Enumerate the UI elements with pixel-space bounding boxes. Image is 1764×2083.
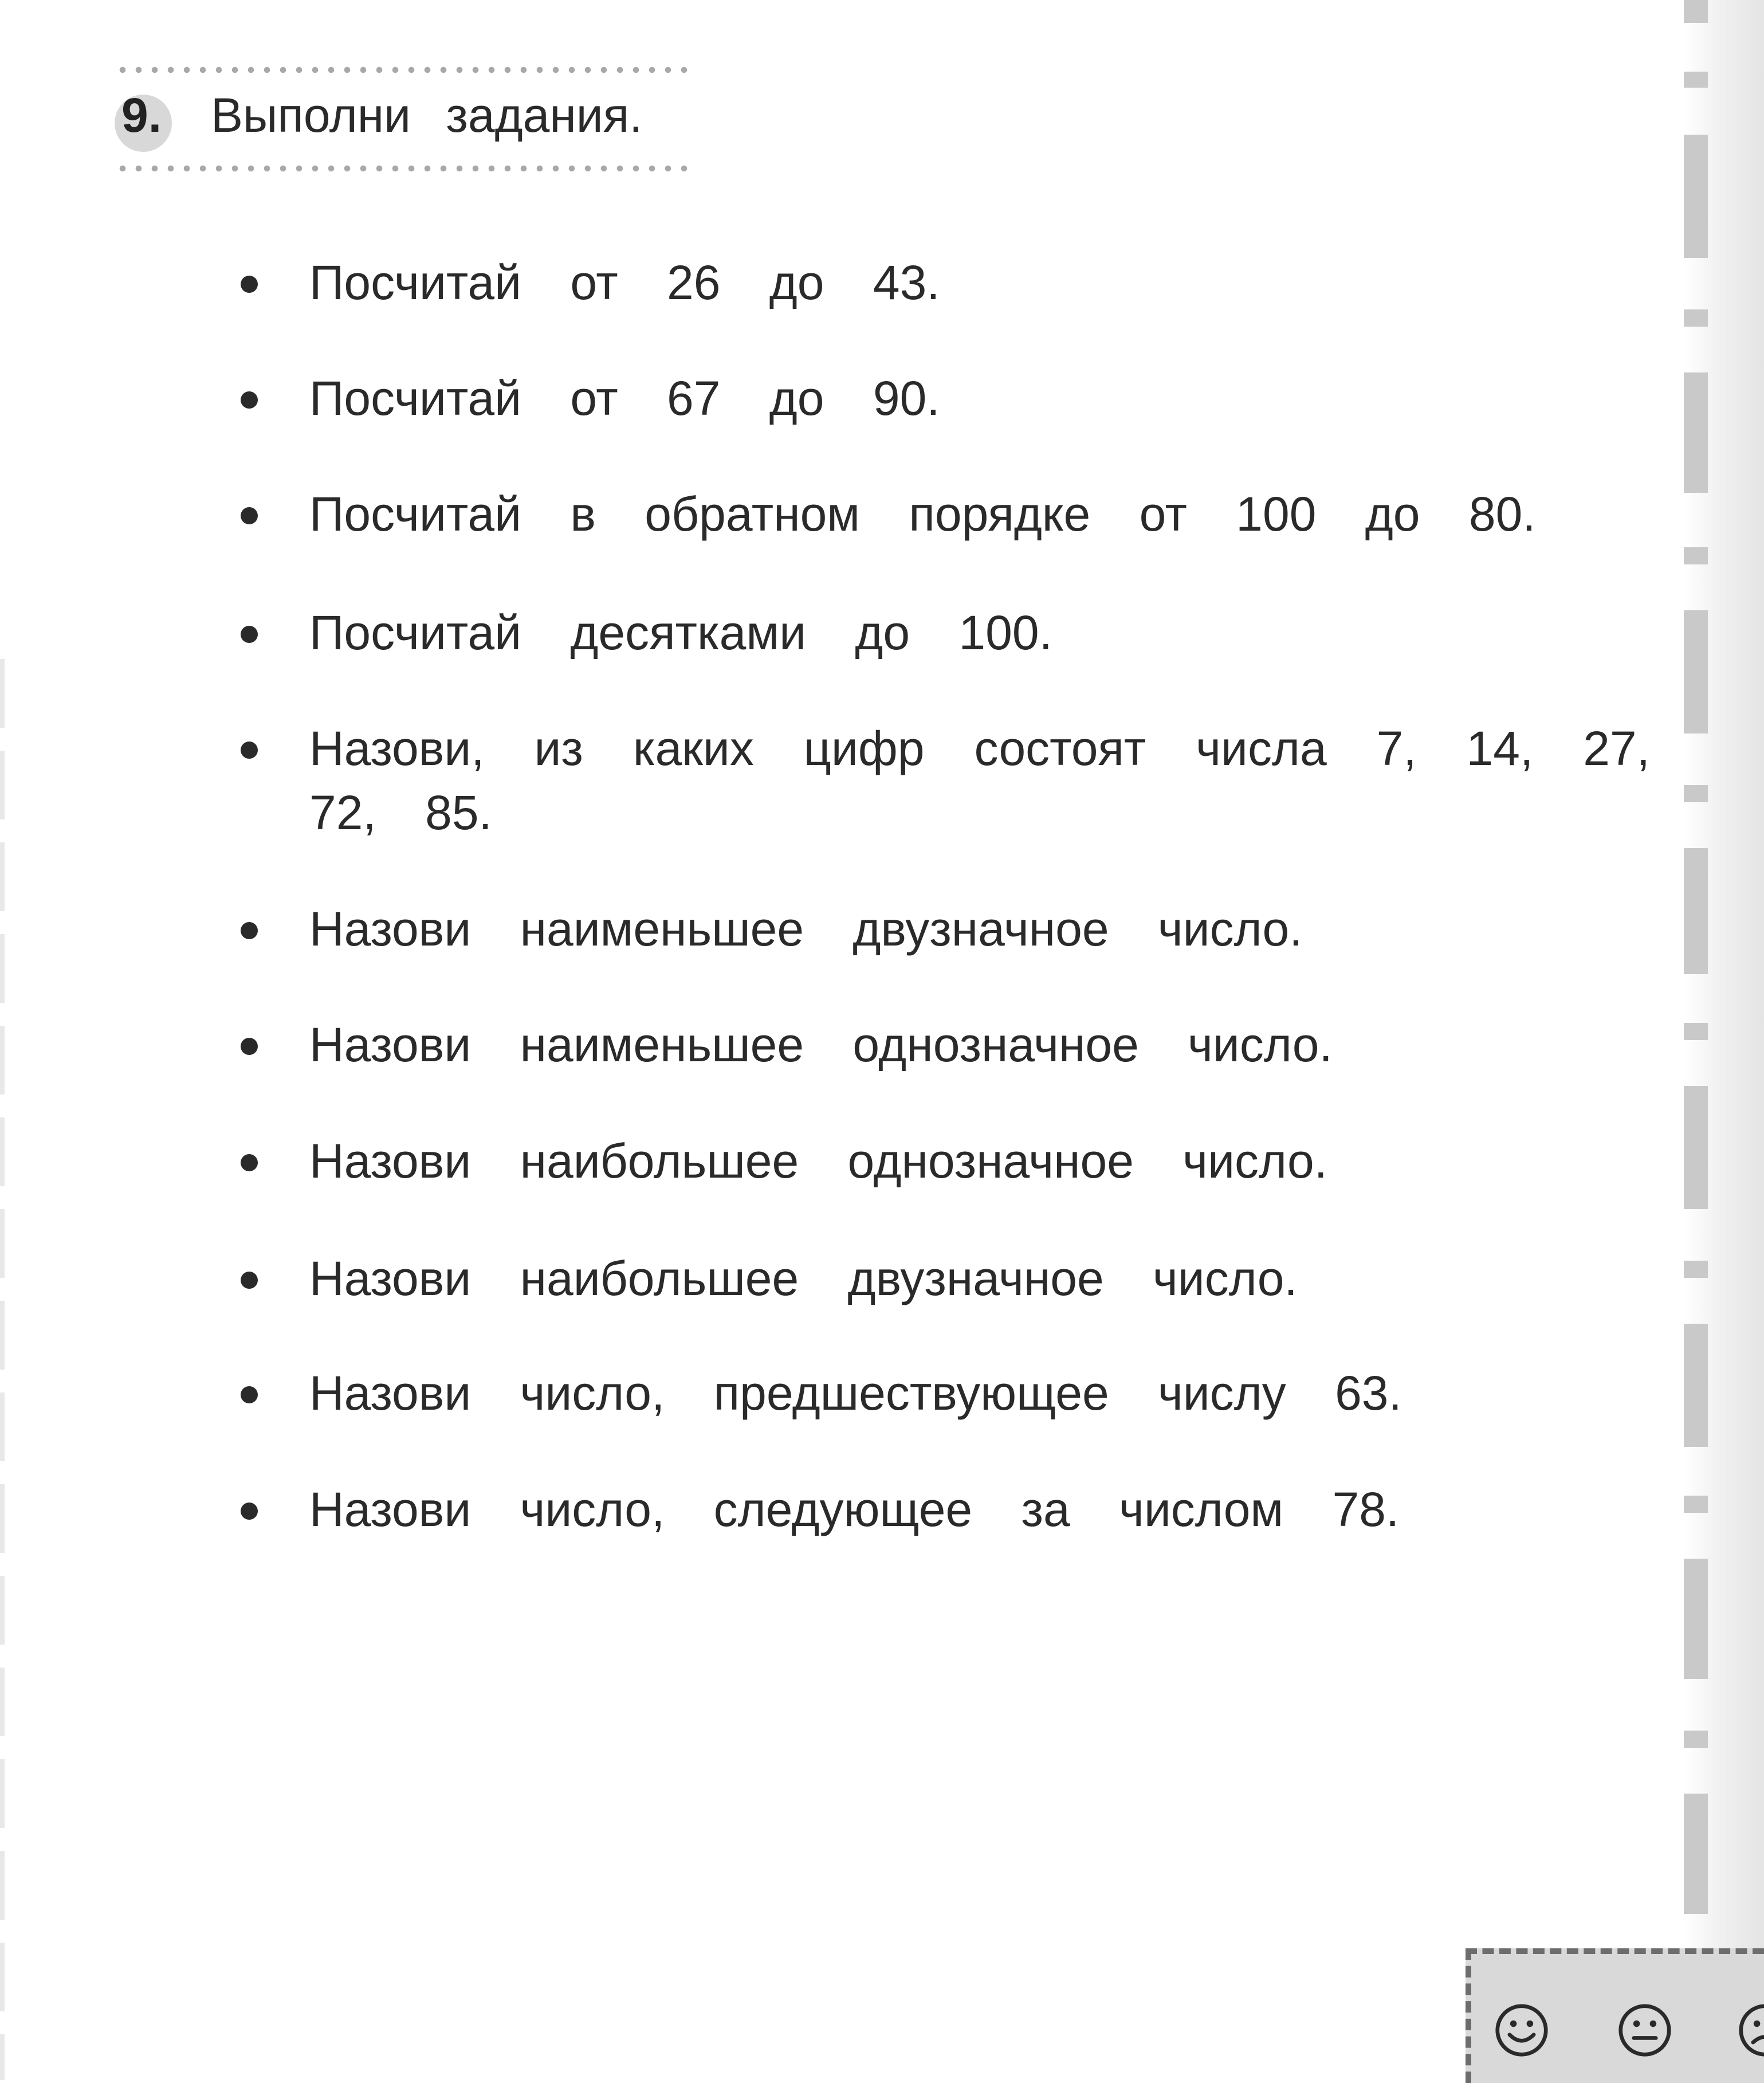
list-item-text: Назови, из каких цифр состоят числа 7, 14, 27, 72, 85. [309, 721, 1650, 840]
neutral-face-icon[interactable] [1617, 2003, 1672, 2058]
bullet-icon [241, 1272, 258, 1289]
list-item [241, 897, 1650, 961]
bullet-icon [241, 507, 258, 524]
list-item-text: Назови наибольшее однозначное число. [309, 1134, 1327, 1188]
list-item-text: Посчитай от 26 до 43. [309, 256, 940, 309]
page-binding-strip [1684, 0, 1764, 2083]
list-item-text: Назови число, следующее за числом 78. [309, 1482, 1400, 1536]
list-item [241, 716, 1650, 845]
list-item [241, 601, 1650, 665]
bullet-icon [241, 922, 258, 939]
bullet-icon [241, 276, 258, 293]
list-item [241, 250, 1650, 315]
task-title: Выполни задания. [211, 88, 643, 142]
bullet-icon [241, 1386, 258, 1403]
list-item-text: Назови наименьшее однозначное число. [309, 1018, 1333, 1072]
list-item-text: Назови число, предшествующее числу 63. [309, 1366, 1402, 1420]
list-item [241, 482, 1650, 546]
list-item [241, 1246, 1650, 1311]
bullet-icon [241, 1038, 258, 1055]
list-item-text: Назови наименьшее двузначное число. [309, 902, 1303, 956]
sad-face-icon[interactable] [1738, 2003, 1764, 2058]
list-item [241, 1013, 1650, 1077]
list-item [241, 1477, 1650, 1541]
list-item [241, 366, 1650, 430]
list-item-text: Посчитай десятками до 100. [309, 606, 1052, 660]
self-evaluation-box [1466, 1948, 1764, 2083]
bullet-icon [241, 1503, 258, 1520]
list-item [241, 1361, 1650, 1425]
list-item-text: Назови наибольшее двузначное число. [309, 1252, 1298, 1305]
list-item [241, 1129, 1650, 1193]
list-item-text: Посчитай в обратном порядке от 100 до 80. [309, 487, 1536, 541]
bullet-icon [241, 391, 258, 409]
bullet-icon [241, 742, 258, 759]
task-number: 9. [121, 88, 162, 142]
bullet-icon [241, 1154, 258, 1171]
bullet-icon [241, 626, 258, 643]
smiling-face-icon[interactable] [1494, 2003, 1549, 2058]
list-item-text: Посчитай от 67 до 90. [309, 371, 940, 425]
